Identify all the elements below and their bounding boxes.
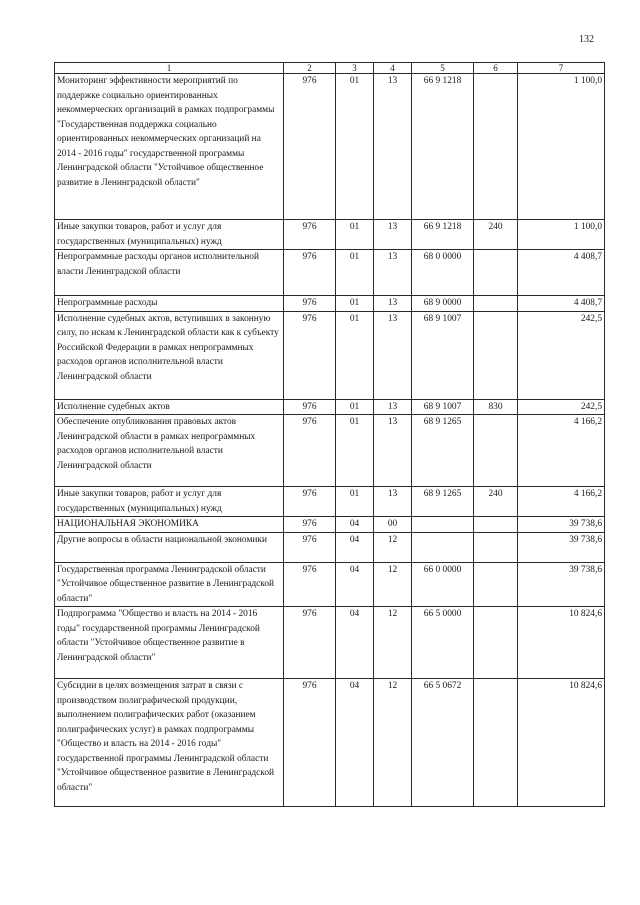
cell-col3: 04 [336,532,374,562]
table-row [55,415,605,487]
cell-col5: 68 9 1007 [412,311,474,399]
cell-col3: 01 [336,250,374,296]
cell-col6: 240 [474,487,518,517]
cell-col3: 01 [336,487,374,517]
cell-col2: 976 [284,517,336,533]
cell-col5: 68 9 1265 [412,415,474,487]
cell-col4: 13 [374,220,412,250]
cell-col5: 66 5 0000 [412,607,474,679]
cell-col3: 01 [336,311,374,399]
header-row [55,63,605,74]
row-name: Обеспечение опубликования правовых актов Ленинградской области в рамках непрограммных расходов органов исполнительной власти Ленинградской области [55,415,284,487]
table-row [55,399,605,415]
table-row [55,679,605,807]
cell-amount: 10 824,6 [518,607,605,679]
cell-col6 [474,607,518,679]
cell-col3: 01 [336,74,374,220]
row-name: Другие вопросы в области национальной экономики [55,532,284,562]
cell-amount: 39 738,6 [518,532,605,562]
column-header: 4 [374,63,412,74]
cell-col6 [474,562,518,607]
column-header: 3 [336,63,374,74]
cell-col4: 13 [374,250,412,296]
cell-col3: 01 [336,399,374,415]
cell-col5: 66 9 1218 [412,220,474,250]
cell-col6 [474,296,518,312]
table-row [55,74,605,220]
cell-col4: 12 [374,532,412,562]
cell-col2: 976 [284,311,336,399]
cell-col2: 976 [284,415,336,487]
cell-amount: 4 166,2 [518,415,605,487]
cell-amount: 242,5 [518,311,605,399]
cell-col6 [474,532,518,562]
table-row [55,250,605,296]
cell-col4: 13 [374,296,412,312]
cell-col2: 976 [284,296,336,312]
table-row [55,296,605,312]
cell-col5: 66 9 1218 [412,74,474,220]
column-header: 6 [474,63,518,74]
cell-col3: 01 [336,220,374,250]
cell-col3: 04 [336,562,374,607]
cell-col2: 976 [284,679,336,807]
cell-col6 [474,74,518,220]
cell-col2: 976 [284,220,336,250]
cell-col3: 04 [336,679,374,807]
cell-col6 [474,311,518,399]
cell-col6 [474,679,518,807]
cell-col4: 13 [374,311,412,399]
table-row [55,220,605,250]
row-name: Государственная программа Ленинградской области "Устойчивое общественное развитие в Ленинградской области" [55,562,284,607]
row-name: НАЦИОНАЛЬНАЯ ЭКОНОМИКА [55,517,284,533]
row-name: Субсидии в целях возмещения затрат в связи с производством полиграфической продукции, выполнением полиграфических работ (оказанием полиграфических услуг) в рамках подпрограммы "Общество и власть на 2014 - 2016 годы" государственной программы Ленинградской области "Устойчивое общественное развитие в Ленинградской области" [55,679,284,807]
cell-col5: 68 0 0000 [412,250,474,296]
cell-col6 [474,415,518,487]
table-row [55,607,605,679]
cell-col2: 976 [284,250,336,296]
cell-col3: 04 [336,607,374,679]
row-name: Исполнение судебных актов, вступивших в законную силу, по искам к Ленинградской области как к субъекту Российской Федерации в рамках непрограммных расходов органов исполнительной власти Ленинградской области [55,311,284,399]
cell-col4: 00 [374,517,412,533]
cell-amount: 4 408,7 [518,250,605,296]
table-row [55,487,605,517]
table-row [55,311,605,399]
cell-col4: 12 [374,562,412,607]
column-header: 2 [284,63,336,74]
cell-col4: 13 [374,415,412,487]
cell-col6 [474,517,518,533]
cell-col4: 12 [374,607,412,679]
cell-amount: 1 100,0 [518,74,605,220]
row-name: Иные закупки товаров, работ и услуг для государственных (муниципальных) нужд [55,220,284,250]
row-name: Исполнение судебных актов [55,399,284,415]
cell-col3: 04 [336,517,374,533]
cell-amount: 39 738,6 [518,517,605,533]
cell-amount: 4 408,7 [518,296,605,312]
cell-col4: 13 [374,74,412,220]
cell-col6: 830 [474,399,518,415]
row-name: Иные закупки товаров, работ и услуг для государственных (муниципальных) нужд [55,487,284,517]
cell-col4: 13 [374,399,412,415]
table-row [55,517,605,533]
cell-amount: 39 738,6 [518,562,605,607]
column-header: 1 [55,63,284,74]
cell-col6: 240 [474,220,518,250]
column-header: 7 [518,63,605,74]
cell-col2: 976 [284,562,336,607]
cell-amount: 242,5 [518,399,605,415]
cell-col6 [474,250,518,296]
cell-col5: 68 9 1265 [412,487,474,517]
cell-col5: 66 0 0000 [412,562,474,607]
cell-col5 [412,517,474,533]
cell-col5: 68 9 1007 [412,399,474,415]
cell-col2: 976 [284,532,336,562]
cell-col4: 12 [374,679,412,807]
row-name: Подпрограмма "Общество и власть на 2014 - 2016 годы" государственной программы Ленинградской области "Устойчивое общественное развитие в Ленинградской области" [55,607,284,679]
cell-col2: 976 [284,487,336,517]
cell-col5: 68 9 0000 [412,296,474,312]
table-row [55,532,605,562]
cell-amount: 1 100,0 [518,220,605,250]
cell-amount: 4 166,2 [518,487,605,517]
cell-amount: 10 824,6 [518,679,605,807]
budget-table [54,62,605,807]
cell-col2: 976 [284,74,336,220]
cell-col2: 976 [284,607,336,679]
cell-col5: 66 5 0672 [412,679,474,807]
page-number: 132 [579,34,594,45]
row-name: Мониторинг эффективности мероприятий по поддержке социально ориентированных некоммерческих организаций в рамках подпрограммы "Государственная поддержка социально ориентированных некоммерческих организаций на 2014 - 2016 годы" государственной программы Ленинградской области "Устойчивое общественное развитие в Ленинградской области" [55,74,284,220]
row-name: Непрограммные расходы [55,296,284,312]
cell-col2: 976 [284,399,336,415]
row-name: Непрограммные расходы органов исполнительной власти Ленинградской области [55,250,284,296]
cell-col3: 01 [336,296,374,312]
table-row [55,562,605,607]
cell-col5 [412,532,474,562]
cell-col4: 13 [374,487,412,517]
cell-col3: 01 [336,415,374,487]
column-header: 5 [412,63,474,74]
